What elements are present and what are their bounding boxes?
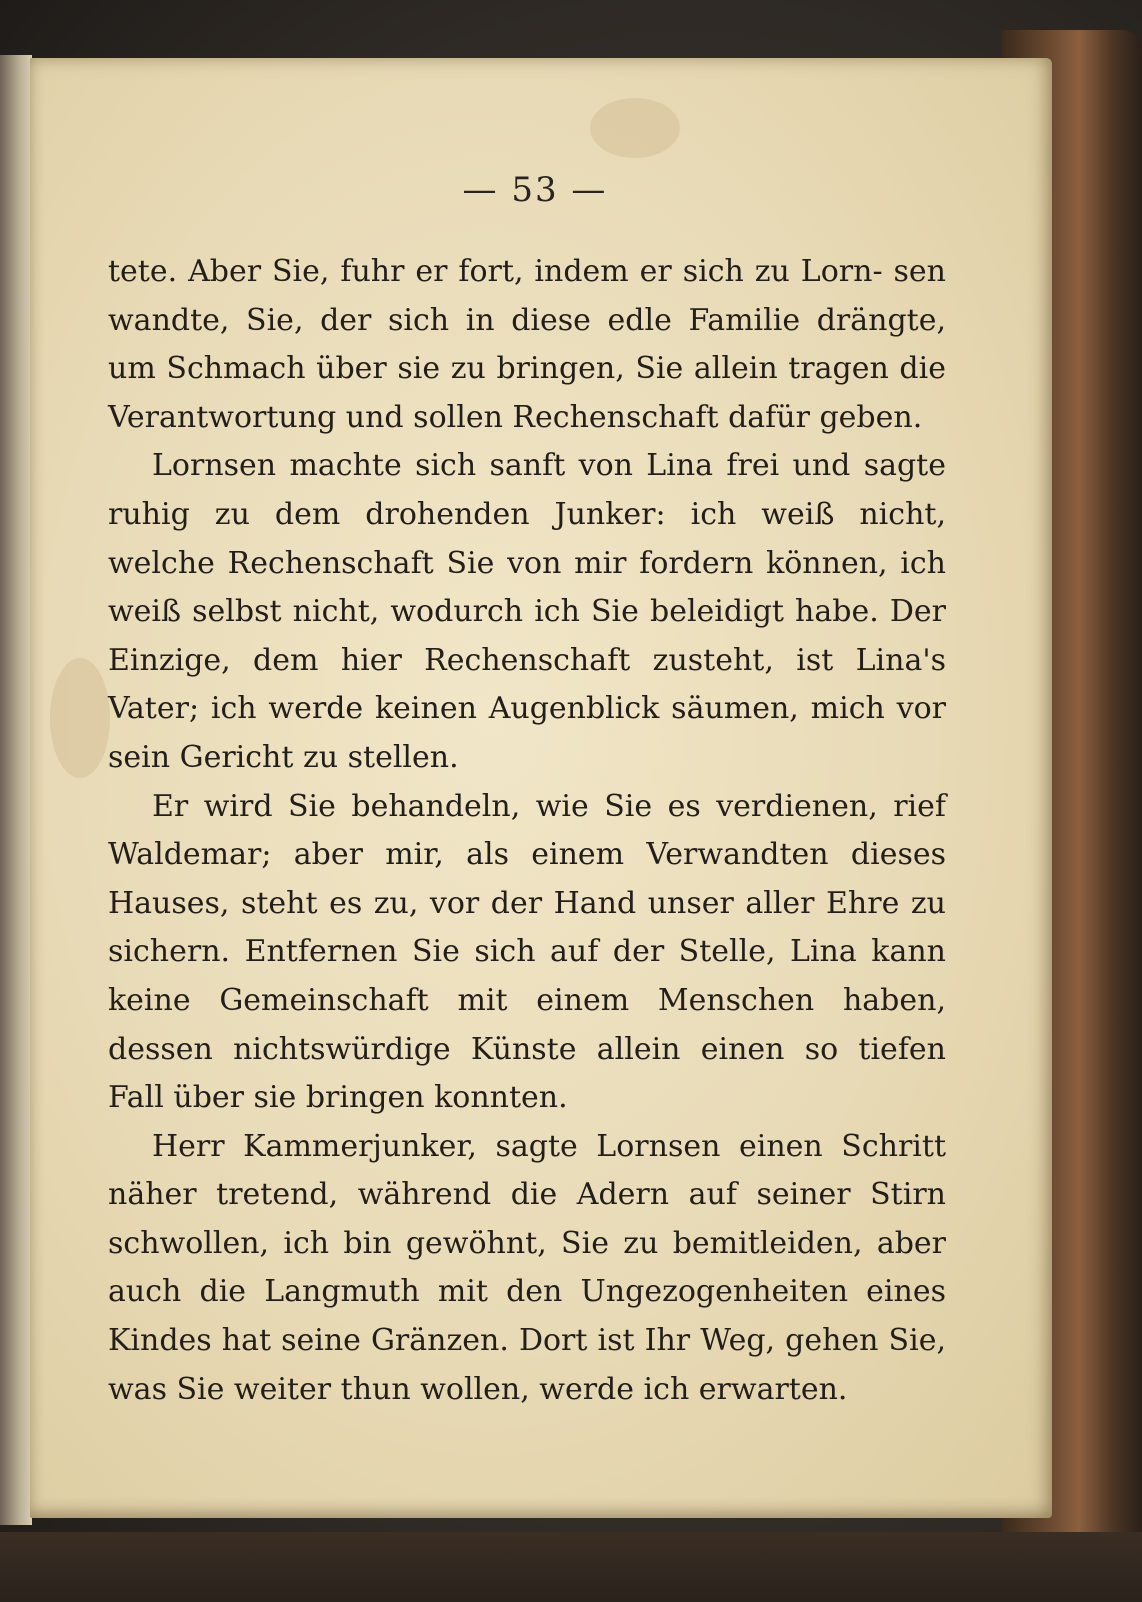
body-text bbox=[108, 248, 946, 1414]
paragraph: Herr Kammerjunker, sagte Lornsen einen Schritt näher tretend, während die Adern auf seiner Stirn schwollen, ich bin gewöhnt, Sie zu bemitleiden, aber auch die Langmuth mit den Ungezogenheiten eines Kindes hat seine Gränzen. Dort ist Ihr Weg, gehen Sie, was Sie weiter thun wollen, werde ich erwarten. bbox=[108, 1128, 946, 1407]
paper-stain bbox=[50, 658, 110, 778]
paragraph: Er wird Sie behandeln, wie Sie es verdienen, rief Waldemar; aber mir, als einem Verwandten dieses Hauses, steht es zu, vor der Hand unser aller Ehre zu sichern. Entfernen Sie sich auf der Stelle, Lina kann keine Gemeinschaft mit einem Menschen haben, dessen nichtswürdige Künste allein einen so tiefen Fall über sie bringen konnten. bbox=[108, 788, 946, 1116]
paragraph: tete. Aber Sie, fuhr er fort, indem er sich zu Lorn- sen wandte, Sie, der sich in diese edle Familie drängte, um Schmach über sie zu bringen, Sie allein tragen die Verantwortung und sollen Rechenschaft dafür geben. bbox=[108, 254, 946, 435]
facing-page-edge bbox=[0, 55, 32, 1525]
paper-stain bbox=[590, 98, 680, 158]
book-cover-edge-bottom bbox=[0, 1532, 1142, 1602]
page-number: — 53 — bbox=[462, 170, 608, 210]
paragraph: Lornsen machte sich sanft von Lina frei und sagte ruhig zu dem drohenden Junker: ich weiß nicht, welche Rechenschaft Sie von mir fordern können, ich weiß selbst nicht, wodurch ich Sie beleidigt habe. Der Einzige, dem hier Rechenschaft zusteht, ist Lina's Vater; ich werde keinen Augenblick säumen, mich vor sein Gericht zu stellen. bbox=[108, 448, 946, 775]
book-page bbox=[30, 58, 1052, 1518]
